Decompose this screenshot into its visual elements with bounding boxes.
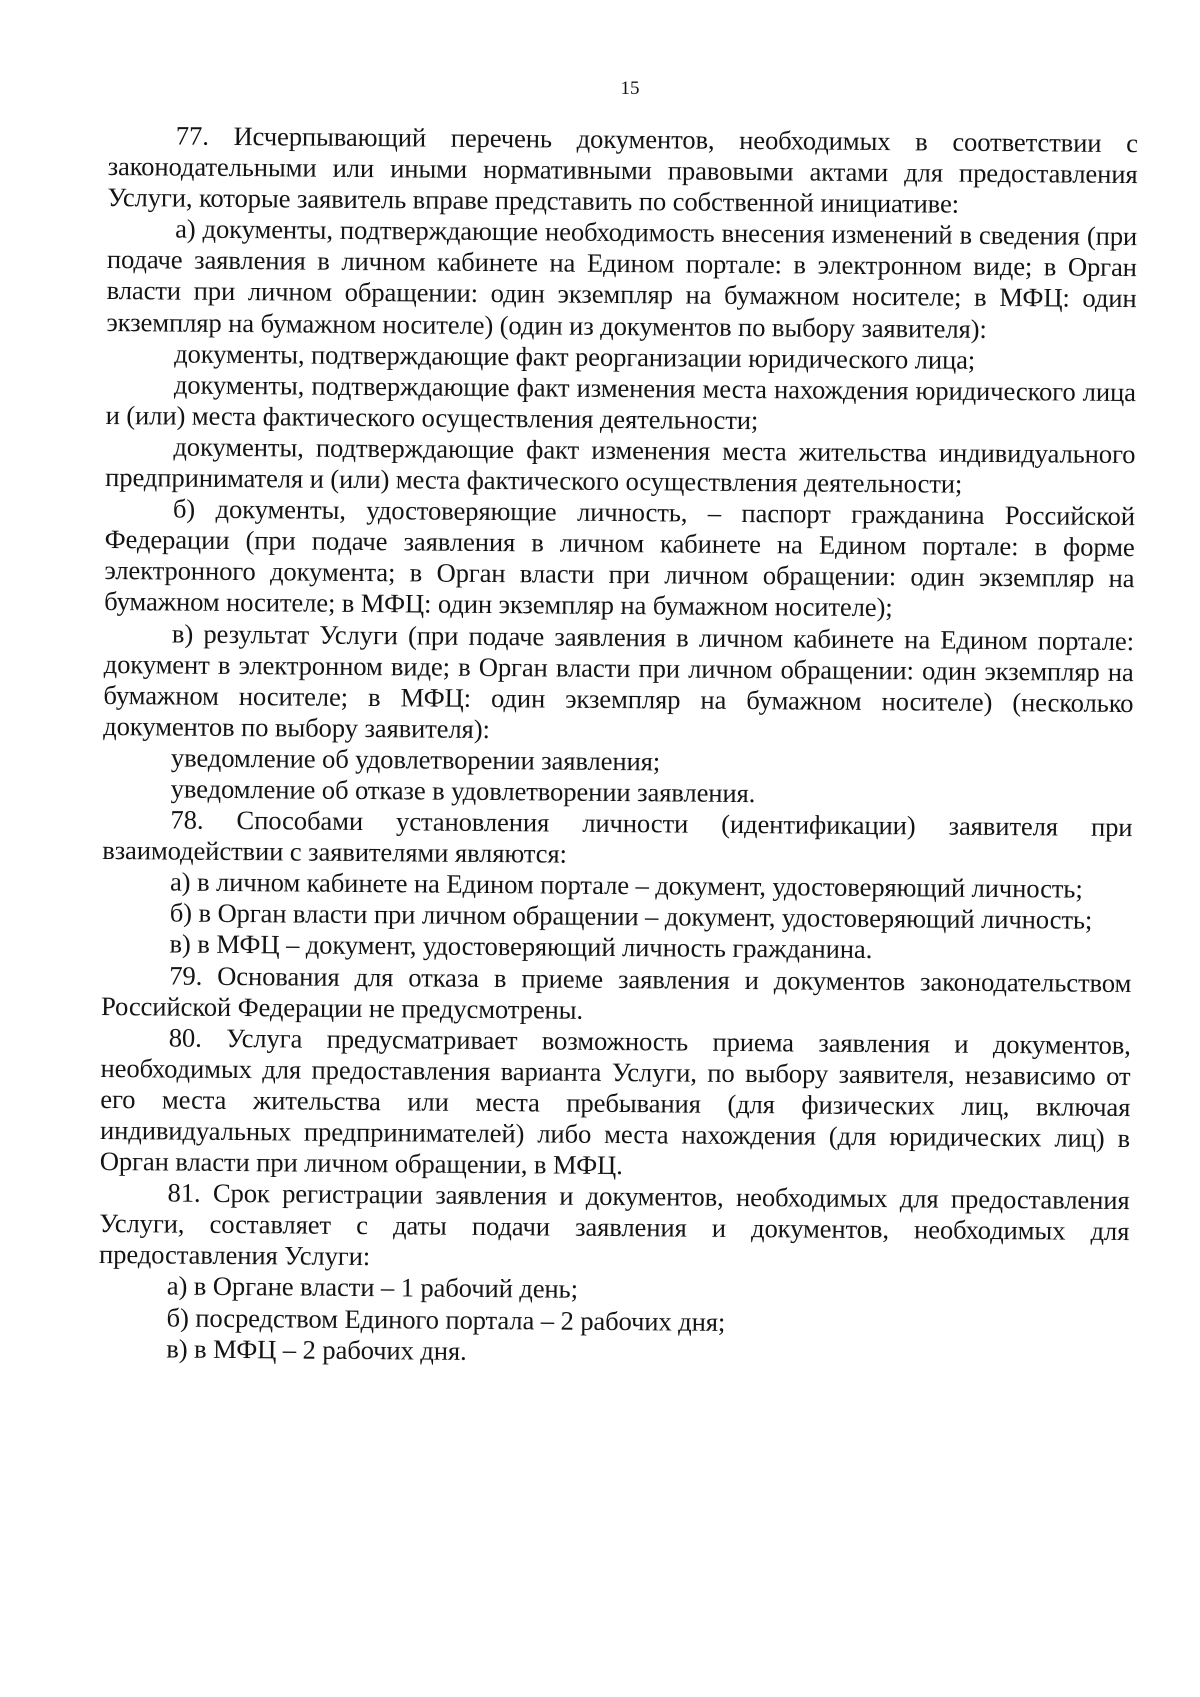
list-item-residence-change: документы, подтверждающие факт изменения места жительства индивидуального предпринимателя и (или) места фактического осуществления деятельности; — [105, 431, 1136, 499]
paragraph-81: 81. Срок регистрации заявления и документов, необходимых для предоставления Услуги, составляет с даты подачи заявления и документов, необходимых для предоставления Услуги: — [98, 1177, 1130, 1272]
document-body — [98, 120, 1138, 1372]
paragraph-78: 78. Способами установления личности (идентификации) заявителя при взаимодействии с заявителями являются: — [102, 804, 1133, 869]
list-item-refusal-notice: уведомление об отказе в удовлетворении заявления. — [170, 773, 756, 809]
paragraph-78-b: б) в Орган власти при личном обращении – документ, удостоверяющий личность; — [169, 897, 1093, 936]
paragraph-78-a: а) в личном кабинете на Едином портале – документ, удостоверяющий личность; — [169, 866, 1083, 904]
paragraph-81-a: а) в Органе власти – 1 рабочий день; — [166, 1270, 579, 1305]
paragraph-77: 77. Исчерпывающий перечень документов, необходимых в соответствии с законодательными или иными нормативными правовыми актами для предоставления Услуги, которые заявитель вправе представить по собственной инициативе: — [107, 120, 1138, 219]
page-number: 15 — [620, 78, 640, 99]
list-item-reorganization: документы, подтверждающие факт реорганизации юридического лица; — [174, 338, 976, 375]
paragraph-77-a: а) документы, подтверждающие необходимость внесения изменений в сведения (при подаче заявления в личном кабинете на Едином портале: в электронном виде; в Орган власти при личном обращении: один экземпляр на бумажном носителе; в МФЦ: один экземпляр на бумажном носителе) (один из документов по выбору заявителя): — [106, 213, 1138, 344]
paragraph-79: 79. Основания для отказа в приеме заявления и документов законодательством Российской Федерации не предусмотрены. — [100, 960, 1132, 1025]
paragraph-81-b: б) посредством Единого портала – 2 рабочих дня; — [166, 1302, 726, 1337]
list-item-approval-notice: уведомление об удовлетворении заявления; — [170, 742, 661, 777]
paragraph-81-v: в) в МФЦ – 2 рабочих дня. — [166, 1333, 467, 1366]
paragraph-77-v: в) результат Услуги (при подаче заявления в личном кабинете на Едином портале: документ в электронном виде; в Орган власти при личном обращении: один экземпляр на бумажном носителе; в МФЦ: один экземпляр на бумажном носителе) (несколько документов по выбору заявителя): — [103, 618, 1135, 744]
paragraph-78-v: в) в МФЦ – документ, удостоверяющий личность гражданина. — [169, 928, 873, 965]
list-item-legal-address-change: документы, подтверждающие факт изменения места нахождения юридического лица и (или) места фактического осуществления деятельности; — [105, 369, 1137, 435]
paragraph-80: 80. Услуга предусматривает возможность приема заявления и документов, необходимых для предоставления варианта Услуги, по выбору заявителя, независимо от его места жительства или места пребывания (для физических лиц, включая индивидуальных предпринимателей) либо места нахождения (для юридических лиц) в Орган власти при личном обращении, в МФЦ. — [99, 1022, 1131, 1181]
paragraph-77-b: б) документы, удостоверяющие личность, – паспорт гражданина Российской Федерации (при подаче заявления в личном кабинете на Едином портале: в форме электронного документа; в Орган власти при личном обращении: один экземпляр на бумажном носителе; в МФЦ: один экземпляр на бумажном носителе); — [104, 493, 1136, 623]
